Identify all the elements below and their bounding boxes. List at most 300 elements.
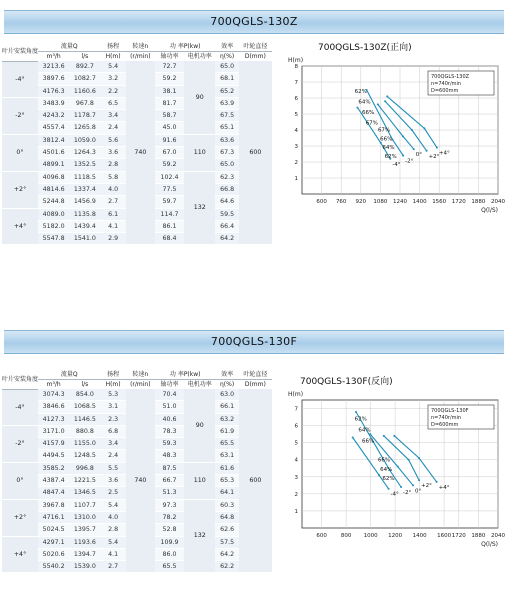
shaft-power-cell: 65.5 [155, 561, 184, 573]
efficiency-label: 66% [362, 438, 375, 445]
x-tick-label: 600 [316, 199, 327, 205]
efficiency-label: 62% [382, 476, 395, 483]
motor-power-cell: 132 [184, 499, 215, 573]
table-cell: 1310.0 [69, 511, 100, 523]
column-header: (r/min) [130, 381, 151, 388]
motor-power-cell: 110 [184, 462, 215, 499]
table-cell: 5547.8 [38, 233, 69, 245]
table-cell: 3.2 [101, 73, 126, 85]
efficiency-cell: 61.9 [215, 425, 238, 437]
table-cell: 4847.4 [38, 487, 69, 499]
shaft-power-cell: 66.7 [155, 475, 184, 487]
table-cell: 1265.8 [69, 122, 100, 134]
table-cell: 4.0 [101, 511, 126, 523]
data-point [423, 127, 425, 129]
blade-angle-cell: +4° [2, 536, 38, 573]
table-cell: 1221.5 [69, 475, 100, 487]
shaft-power-cell: 51.0 [155, 401, 184, 413]
x-tick-label: 600 [316, 533, 327, 539]
table-cell: 1395.7 [69, 524, 100, 536]
x-axis-label: Q(l/S) [481, 207, 498, 214]
table-cell: 4899.1 [38, 159, 69, 171]
data-point [397, 466, 399, 468]
motor-power-cell: 132 [184, 171, 215, 245]
x-axis-label: Q(l/S) [481, 541, 498, 548]
legend-line: D=600mm [431, 422, 459, 428]
efficiency-cell: 64.8 [215, 511, 238, 523]
table-cell: 3967.8 [38, 499, 69, 511]
efficiency-cell: 60.3 [215, 499, 238, 511]
shaft-power-cell: 59.2 [155, 159, 184, 171]
data-point [383, 435, 385, 437]
table-cell: 5020.6 [38, 548, 69, 560]
x-tick-label: 1560 [432, 199, 447, 205]
column-header: 叶片安装角度 [2, 42, 38, 61]
y-tick-label: 4 [294, 457, 298, 464]
x-tick-label: 1080 [373, 199, 388, 205]
column-header: (r/min) [130, 53, 151, 60]
table-cell: 4096.8 [38, 171, 69, 183]
table-cell: 3.1 [101, 401, 126, 413]
y-tick-label: 5 [294, 440, 298, 447]
table-cell: 6.5 [101, 97, 126, 109]
table-cell: 1107.7 [69, 499, 100, 511]
column-header: 转速n [126, 42, 155, 52]
shaft-power-cell: 78.3 [155, 425, 184, 437]
blade-angle-cell: -2° [2, 425, 38, 462]
efficiency-cell: 65.0 [215, 61, 238, 73]
table-cell: 1118.5 [69, 171, 100, 183]
column-header: 电机功率 [187, 381, 212, 388]
efficiency-label: 62% [354, 416, 367, 423]
table-cell: 4176.3 [38, 85, 69, 97]
table-cell: 996.8 [69, 462, 100, 474]
shaft-power-cell: 38.1 [155, 85, 184, 97]
performance-chart-2 [282, 386, 506, 556]
data-point [355, 411, 357, 413]
series-label: -4° [392, 161, 401, 168]
table-cell: 1264.3 [69, 147, 100, 159]
y-tick-label: 8 [294, 64, 298, 70]
efficiency-cell: 65.0 [215, 159, 238, 171]
shaft-power-cell: 78.2 [155, 511, 184, 523]
legend-line: n=740r/min [431, 81, 462, 87]
chart-legend [428, 405, 494, 429]
table-cell: 3.6 [101, 475, 126, 487]
table-cell: 892.7 [69, 61, 100, 73]
efficiency-label: 64% [358, 427, 371, 434]
x-tick-label: 920 [355, 199, 367, 205]
y-tick-label: 6 [294, 423, 298, 430]
table-cell: 4494.5 [38, 450, 69, 462]
shaft-power-cell: 70.4 [155, 389, 184, 401]
column-header: η(%) [219, 381, 235, 388]
column-header: 叶轮直径 [239, 42, 272, 52]
shaft-power-cell: 72.7 [155, 61, 184, 73]
blade-angle-cell: 0° [2, 134, 38, 171]
table-cell: 4297.1 [38, 536, 69, 548]
data-point [377, 103, 379, 105]
y-tick-label: 7 [294, 406, 298, 413]
efficiency-cell: 63.0 [215, 389, 238, 401]
efficiency-cell: 66.4 [215, 220, 238, 232]
table-cell: 4501.6 [38, 147, 69, 159]
y-tick-label: 5 [294, 112, 298, 118]
series-label: +2° [421, 483, 432, 490]
speed-cell: 740 [126, 389, 155, 573]
shaft-power-cell: 86.0 [155, 548, 184, 560]
table-cell: 1248.5 [69, 450, 100, 462]
x-tick-label: 800 [340, 533, 352, 539]
shaft-power-cell: 109.9 [155, 536, 184, 548]
section-banner-2: 700QGLS-130F [4, 330, 504, 354]
table-cell: 4716.1 [38, 511, 69, 523]
table-cell: 1082.7 [69, 73, 100, 85]
data-point [402, 135, 404, 137]
data-point [413, 148, 415, 150]
table-cell: 5.5 [101, 462, 126, 474]
table-cell: 5.3 [101, 389, 126, 401]
data-point [418, 479, 420, 481]
efficiency-label: 67% [377, 127, 391, 134]
table-cell: 3074.3 [38, 389, 69, 401]
table-cell: 880.8 [69, 425, 100, 437]
efficiency-label: 67% [365, 120, 378, 127]
column-header: H(m) [105, 53, 121, 60]
data-point [386, 95, 388, 97]
table-cell: 4089.0 [38, 208, 69, 220]
series-label: -4° [390, 491, 399, 498]
table-cell: 1456.9 [69, 196, 100, 208]
shaft-power-cell: 67.0 [155, 147, 184, 159]
column-header: m³/h [46, 53, 61, 60]
table-cell: 2.9 [101, 233, 126, 245]
legend-line: D=600mm [431, 88, 459, 94]
column-header: 叶片安装角度 [2, 370, 38, 389]
column-header: D(mm) [244, 53, 266, 60]
table-cell: 3483.9 [38, 97, 69, 109]
table-cell: 4243.2 [38, 110, 69, 122]
table-cell: 3.4 [101, 438, 126, 450]
table-cell: 1439.4 [69, 220, 100, 232]
column-header: η(%) [219, 53, 235, 60]
x-tick-label: 1400 [412, 199, 427, 205]
table-cell: 5.4 [101, 499, 126, 511]
x-tick-label: 1240 [393, 199, 407, 205]
efficiency-cell: 61.6 [215, 462, 238, 474]
shaft-power-cell: 59.2 [155, 73, 184, 85]
series-label: +4° [438, 484, 450, 491]
shaft-power-cell: 77.5 [155, 183, 184, 195]
column-header: 效率 [215, 370, 238, 380]
y-tick-label: 2 [294, 160, 298, 166]
blade-angle-cell: -2° [2, 97, 38, 134]
shaft-power-cell: 58.7 [155, 110, 184, 122]
table-cell: 854.0 [69, 389, 100, 401]
table-cell: 1160.6 [69, 85, 100, 97]
table-cell: 1193.6 [69, 536, 100, 548]
x-tick-label: 1880 [471, 199, 486, 205]
table-cell: 1068.5 [69, 401, 100, 413]
shaft-power-cell: 45.0 [155, 122, 184, 134]
blade-angle-cell: +2° [2, 499, 38, 536]
performance-chart-1 [282, 52, 506, 222]
table-cell: 3585.2 [38, 462, 69, 474]
table-cell: 3.4 [101, 110, 126, 122]
efficiency-label: 66% [362, 110, 375, 116]
shaft-power-cell: 87.5 [155, 462, 184, 474]
column-header: 流量Q [38, 42, 101, 52]
y-tick-label: 1 [294, 508, 298, 515]
table-cell: 5244.8 [38, 196, 69, 208]
efficiency-cell: 62.6 [215, 524, 238, 536]
legend-line: n=740r/min [431, 415, 462, 421]
table-cell: 6.8 [101, 425, 126, 437]
x-tick-label: 1720 [451, 199, 466, 205]
performance-table-1 [2, 42, 272, 245]
series-label: -2° [405, 158, 414, 165]
efficiency-cell: 62.2 [215, 561, 238, 573]
performance-table-2 [2, 370, 272, 573]
table-cell: 3171.0 [38, 425, 69, 437]
data-point [402, 155, 404, 157]
legend-line: 700QGLS-130F [431, 408, 469, 414]
table-cell: 5540.2 [38, 561, 69, 573]
efficiency-cell: 63.6 [215, 134, 238, 146]
column-header: D(mm) [244, 381, 266, 388]
blade-angle-cell: 0° [2, 462, 38, 499]
x-tick-label: 1600 [437, 533, 452, 539]
table-cell: 3.6 [101, 147, 126, 159]
blade-angle-cell: -4° [2, 61, 38, 97]
y-axis-label: H(m) [288, 57, 304, 64]
table-cell: 3846.6 [38, 401, 69, 413]
data-point [426, 150, 428, 152]
column-header: 功 率P(kw) [155, 42, 215, 52]
table-cell: 1394.7 [69, 548, 100, 560]
y-tick-label: 7 [294, 80, 298, 86]
column-header: 功 率P(kw) [155, 370, 215, 380]
data-point [356, 107, 358, 109]
series-label: +4° [438, 150, 450, 157]
y-tick-label: 3 [294, 474, 298, 481]
table-cell: 4814.6 [38, 183, 69, 195]
x-tick-label: 2040 [491, 533, 505, 539]
table-cell: 1352.5 [69, 159, 100, 171]
efficiency-label: 62% [384, 154, 397, 160]
table-cell: 4.1 [101, 220, 126, 232]
efficiency-cell: 65.3 [215, 475, 238, 487]
column-header: l/s [81, 53, 89, 60]
table-cell: 1146.5 [69, 413, 100, 425]
efficiency-cell: 64.6 [215, 196, 238, 208]
table-cell: 1059.0 [69, 134, 100, 146]
efficiency-cell: 63.2 [215, 413, 238, 425]
efficiency-cell: 65.5 [215, 438, 238, 450]
y-tick-label: 1 [294, 176, 298, 182]
column-header: 扬程 [101, 370, 126, 380]
table-cell: 2.7 [101, 196, 126, 208]
blade-angle-cell: +2° [2, 171, 38, 208]
impeller-diameter-cell: 600 [239, 389, 272, 573]
section-banner-1: 700QGLS-130Z [4, 10, 504, 34]
x-tick-label: 1400 [412, 533, 427, 539]
column-header: m³/h [46, 381, 61, 388]
shaft-power-cell: 51.3 [155, 487, 184, 499]
table-cell: 3897.6 [38, 73, 69, 85]
efficiency-label: 64% [380, 466, 393, 473]
efficiency-cell: 65.1 [215, 122, 238, 134]
table-cell: 5.6 [101, 134, 126, 146]
table-cell: 2.3 [101, 413, 126, 425]
table-cell: 2.4 [101, 450, 126, 462]
motor-power-cell: 90 [184, 61, 215, 134]
blade-angle-cell: +4° [2, 208, 38, 245]
shaft-power-cell: 91.6 [155, 134, 184, 146]
series-label: 0° [415, 152, 423, 159]
column-header: 转速n [126, 370, 155, 380]
efficiency-cell: 66.8 [215, 183, 238, 195]
efficiency-cell: 59.5 [215, 208, 238, 220]
data-point [384, 100, 386, 102]
series-label: -2° [403, 490, 412, 497]
efficiency-cell: 63.1 [215, 450, 238, 462]
y-tick-label: 3 [294, 144, 298, 150]
table-cell: 1539.0 [69, 561, 100, 573]
x-tick-label: 1000 [363, 533, 378, 539]
motor-power-cell: 110 [184, 134, 215, 171]
table-cell: 2.8 [101, 524, 126, 536]
column-header: 轴功率 [160, 381, 179, 388]
table-cell: 5182.0 [38, 220, 69, 232]
data-point [378, 474, 380, 476]
shaft-power-cell: 59.7 [155, 196, 184, 208]
table-cell: 4387.4 [38, 475, 69, 487]
column-header: 效率 [215, 42, 238, 52]
efficiency-cell: 67.5 [215, 110, 238, 122]
data-point [411, 129, 413, 131]
table-cell: 967.8 [69, 97, 100, 109]
chart-title-1: 700QGLS-130Z(正向) [318, 43, 412, 53]
table-cell: 4157.9 [38, 438, 69, 450]
efficiency-label: 62% [354, 89, 367, 96]
y-axis-label: H(m) [288, 391, 304, 398]
column-header: l/s [81, 381, 89, 388]
efficiency-cell: 62.3 [215, 171, 238, 183]
chart-title-2: 700QGLS-130F(反向) [300, 377, 393, 387]
table-cell: 1135.8 [69, 208, 100, 220]
table-cell: 1346.5 [69, 487, 100, 499]
y-tick-label: 6 [294, 96, 298, 102]
table-cell: 5.4 [101, 61, 126, 73]
series-label: 0° [415, 488, 422, 495]
shaft-power-cell: 40.6 [155, 413, 184, 425]
shaft-power-cell: 52.8 [155, 524, 184, 536]
table-cell: 4557.4 [38, 122, 69, 134]
data-point [412, 484, 414, 486]
column-header: 轴功率 [160, 53, 179, 60]
shaft-power-cell: 48.3 [155, 450, 184, 462]
table-cell: 1178.7 [69, 110, 100, 122]
shaft-power-cell: 81.7 [155, 97, 184, 109]
table-cell: 2.7 [101, 561, 126, 573]
speed-cell: 740 [126, 61, 155, 245]
data-point [436, 147, 438, 149]
y-tick-label: 4 [294, 128, 298, 134]
table-cell: 3812.4 [38, 134, 69, 146]
table-cell: 4.1 [101, 548, 126, 560]
table-cell: 5024.5 [38, 524, 69, 536]
shaft-power-cell: 86.1 [155, 220, 184, 232]
data-point [400, 486, 402, 488]
data-point [408, 459, 410, 461]
shaft-power-cell: 102.4 [155, 171, 184, 183]
table-cell: 4127.3 [38, 413, 69, 425]
shaft-power-cell: 59.3 [155, 438, 184, 450]
data-point [436, 481, 438, 483]
shaft-power-cell: 97.3 [155, 499, 184, 511]
data-point [388, 488, 390, 490]
data-point [393, 435, 395, 437]
series-label: +2° [428, 153, 440, 160]
x-tick-label: 2040 [491, 199, 505, 205]
x-tick-label: 760 [335, 199, 347, 205]
efficiency-label: 64% [358, 99, 371, 106]
efficiency-label: 64% [382, 145, 395, 152]
table-cell: 2.4 [101, 122, 126, 134]
column-header: H(m) [105, 381, 121, 388]
y-tick-label: 2 [294, 491, 298, 498]
table-cell: 4.0 [101, 183, 126, 195]
efficiency-cell: 68.1 [215, 73, 238, 85]
table-cell: 6.1 [101, 208, 126, 220]
table-cell: 2.8 [101, 159, 126, 171]
shaft-power-cell: 114.7 [155, 208, 184, 220]
efficiency-cell: 57.5 [215, 536, 238, 548]
table-cell: 1541.0 [69, 233, 100, 245]
efficiency-label: 66% [377, 457, 391, 464]
chart-legend [428, 71, 494, 95]
x-tick-label: 1880 [471, 533, 486, 539]
efficiency-cell: 65.2 [215, 85, 238, 97]
column-header: 叶轮直径 [239, 370, 272, 380]
motor-power-cell: 90 [184, 389, 215, 462]
table-row [2, 389, 272, 401]
table-cell: 2.2 [101, 85, 126, 97]
efficiency-cell: 64.1 [215, 487, 238, 499]
efficiency-cell: 64.2 [215, 233, 238, 245]
blade-angle-cell: -4° [2, 389, 38, 425]
table-cell: 3213.6 [38, 61, 69, 73]
column-header: 流量Q [38, 370, 101, 380]
table-cell: 2.5 [101, 487, 126, 499]
table-cell: 1337.4 [69, 183, 100, 195]
data-point [352, 437, 354, 439]
table-row [2, 61, 272, 73]
efficiency-cell: 66.1 [215, 401, 238, 413]
efficiency-label: 66% [380, 136, 393, 143]
legend-line: 700QGLS-130Z [431, 74, 470, 80]
x-tick-label: 1200 [388, 533, 403, 539]
column-header: 电机功率 [187, 53, 212, 60]
impeller-diameter-cell: 600 [239, 61, 272, 245]
table-cell: 5.8 [101, 171, 126, 183]
data-point [418, 457, 420, 459]
x-tick-label: 1720 [451, 533, 466, 539]
efficiency-cell: 63.9 [215, 97, 238, 109]
table-cell: 5.4 [101, 536, 126, 548]
efficiency-cell: 67.3 [215, 147, 238, 159]
